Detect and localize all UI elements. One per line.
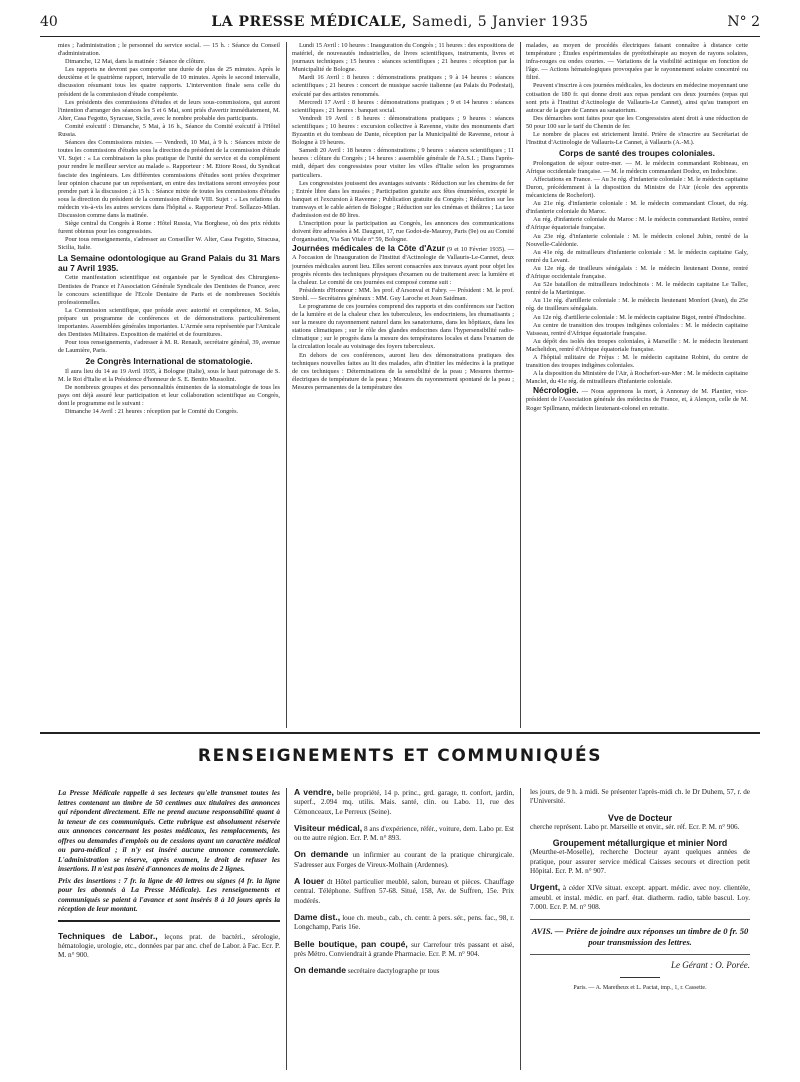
paragraph: Lundi 15 Avril : 10 heures : Inauguration du Congrès ; 11 heures : des expositions de matériel, de nouveautés industrielles, de livres scientifiques, instruments, livres et journaux techniques ; 15 heures : séances scientifiques ; 21 heures : réception par la Municipalité de Bologne. [292, 42, 514, 74]
section-heading: La Semaine odontologique au Grand Palais du 31 Mars au 7 Avril 1935. [58, 253, 280, 273]
paragraph: Les présidents des commissions d'études et de leurs sous-commissions, qui auront l'intention d'arranger des séances les 5 et 6 Mai, sont priés d'avertir immédiatement, M. Alter, Casa Fegotto, Syracuse, Sicile, avec le nombre probable des participants. [58, 98, 280, 122]
article-column-2 [292, 42, 514, 728]
divider [58, 920, 280, 922]
ads-column-2 [294, 788, 514, 1073]
paragraph: Affectations en France. — Au 3e rég. d'infanterie coloniale : M. le médecin capitaine Duron, précédemment à la disposition du Ministre de l'Air (école des apprentis mécaniciens de Rochefort). [526, 175, 748, 200]
section-heading: Nécrologie. [533, 385, 579, 396]
ad-text: sur Carrefour très passant et aisé, près Métro. Conviendrait à grande Pharmacie. Ecr. P. M. n° 904. [294, 940, 514, 958]
paragraph: Mercredi 17 Avril : 8 heures : démonstrations pratiques ; 9 et 14 heures : séances scientifiques ; 21 heures : banquet social. [292, 98, 514, 114]
classified-ad [530, 814, 750, 833]
divider [620, 977, 660, 978]
ad-heading: Vve de Docteur [607, 812, 673, 823]
running-header [40, 12, 760, 34]
paragraph: Dimanche, 12 Mai, dans la matinée : Séance de clôture. [65, 58, 206, 66]
paragraph: malades, au moyen de procédés électriques faisant connaître à distance cette température ; Études expérimentales de pyrétothérapie au moyen de rayons solaires, infra-rouges ou ondes courtes. — Variations de la visibilité actinique en fonction de l'âge. — Actions hématologiques provoquées par le rayonnement solaire concentré ou filtré. [526, 42, 748, 82]
paragraph: Les congressistes jouissent des avantages suivants : Réduction sur les chemins de fer ; Entrée libre dans les musées ; Participation gratuite aux fêtes énumérées, excepté le banquet et l'excursion à Ravenne ; Publication gratuite du Congrès ; Réduction sur les tramways et le cable aérien de Bologne ; Réduction sur les cinémas et théâtres ; La taxe d'admission est de 80 lires. [292, 179, 514, 219]
article-column-3 [526, 42, 748, 728]
column-divider [520, 42, 521, 728]
ad-text: belle propriété, 14 p. princ., grd. garage, tt. confort, jardin, superf., 2.094 mq. utilis. Mais. santé, clin. ou Labo. 11, rue des Cémonceaux, Le Perreux (Seine). [294, 789, 514, 816]
paragraph: Présidents d'Honneur : MM. les prof. d'Arsonval et Fabry. — Président : M. le prof. Strohl. — Secrétaires généraux : MM. Guy Laroche et Jean Saidman. [292, 286, 514, 302]
ad-text: dt Hôtel particulier meublé, salon, bureau et pièces. Chauffage central. Téléphone. Suffren 57-68. Situé, 158, Av. de Suffren, 15e. Prix modérés. [294, 878, 514, 905]
rubric-notice: La Presse Médicale rappelle à ses lecteurs qu'elle transmet toutes les lettres contenant un timbre de 50 centimes aux titulaires des annonces qui répondent directement. Elle ne prend aucune responsabilité quant à la teneur de ces communiqués. Cette rubrique est absolument réservée aux annonces concernant les postes médicaux, les remplacements, les offres ou demandes d'emplois ou de cessions ayant un caractère médical ou para-médical ; il n'y est inséré aucune annonce commerciale. L'administration se réserve, après examen, le droit de refuser les insertions. Il n'est pas inséré d'annonces de moins de 2 lignes. [58, 788, 280, 873]
paragraph: La Commission scientifique, que préside avec autorité et compétence, M. Solas, prépare un programme de conférences et de démonstrations particulièrement importantes. Assemblées générales importantes. L'Armée sera représentée par l'Amicale des Dentistes Militaires. Exposition de matériel et de fournitures. [58, 306, 280, 339]
section-banner: RENSEIGNEMENTS ET COMMUNIQUÉS [197, 746, 603, 766]
journal-title: LA PRESSE MÉDICALE, [211, 14, 408, 30]
paragraph-with-heading [292, 244, 514, 286]
classified-ad [294, 850, 514, 870]
paragraph: Peuvent s'inscrire à ces journées médicales, les docteurs en médecine moyennant une cotisation de 180 fr. qui donne droit aux repas pendant ces deux journées (repas qui sont pris à l'Institut d'Actinologie de Vallauris-Le Cannet), ainsi qu'au transport en autocar de la gare de Cannes au sanatorium. [526, 82, 748, 114]
paragraph: Pour tous renseignements, s'adresser au Conseiller W. Alter, Casa Fegotto, Siracusa, Sicilia, Italie. [58, 236, 280, 252]
paragraph: Comité exécutif : Dimanche, 5 Mai, à 16 h., Séance du Comité exécutif à l'Hôtel Russia. [58, 122, 280, 139]
paragraph: Vendredi 19 Avril : 8 heures : démonstrations pratiques ; 9 heures : séances scientifiques ; 10 heures : excursion collective à Ravenne, visite des monuments d'art Byzantin et du tombeau de Dante, réception par la Municipalité de Ravenne, retour à Bologne à 19 heures. [292, 114, 514, 147]
paragraph: Des démarches sont faites pour que les Congressistes aient droit à une réduction de 50 pour 100 sur le tarif du Chemin de fer. [526, 114, 748, 130]
ad-text: secrétaire dactylographe pr tous [347, 967, 440, 976]
classified-ad [294, 824, 514, 844]
paragraph: Samedi 20 Avril : 18 heures : démonstrations ; 9 heures : séances scientifiques ; 11 heures : clôture du Congrès ; 14 heures : assemblée générale de l'A.S.I. ; Dans l'après-midi, départ des congressistes pour visiter les villes d'Italie selon les programmes particuliers. [292, 147, 514, 179]
paragraph: Au 52e bataillon de mitrailleurs indochinois : M. le médecin capitaine Le Tallec, rentré de la Martinique. [526, 281, 748, 297]
paragraph-text: — Nous apprenons la mort, à Annonay de M. Plantier, vice-président de l'Association générale des médecins de France, et, à Alençon, celle de M. Roger Spillmann, médecin lieutenant-colonel en retraite. [526, 388, 748, 412]
classified-ad [530, 883, 750, 912]
paragraph: A l'hôpital militaire de Fréjus : M. le médecin capitaine Robini, du centre de transition des troupes indigènes coloniales. [526, 353, 748, 370]
paragraph-with-heading [526, 386, 748, 412]
paragraph: En dehors de ces conférences, auront lieu des démonstrations pratiques des techniques nouvelles faites au lit des malades, afin d'initier les médecins à la pratique de ces techniques : Déterminations de la sensibilité de la peau ; Mesures thermo-électriques de température de la peau ; Mesures du rayonnement spontané de la peau ; Mesures permanentes de la température des [292, 351, 514, 391]
header-rule [40, 36, 760, 37]
article-column-1 [58, 42, 280, 728]
paragraph: Au 23e rég. d'infanterie coloniale : M. le médecin colonel Jubin, rentré de la Nouvelle-Calédonie. [526, 232, 748, 248]
issue-number: N° 2 [727, 14, 760, 30]
ad-heading: Urgent, [530, 882, 561, 893]
page-number: 40 [40, 14, 58, 30]
section-heading: Journées médicales de la Côte d'Azur [292, 243, 445, 254]
section-rule [40, 732, 760, 734]
paragraph-text: (9 et 10 Février 1935). — A l'occasion de l'inauguration de l'Institut d'Actinologie de Vallauris-Le-Cannet, deux journées médicales auront lieu. Elles seront consacrées aux travaux ayant pour objet les progrès récents des techniques physiques d'examen ou de traitement avec la lumière et la chaleur. Le comité de ces journées est composé comme suit : [292, 246, 514, 286]
paragraph: Au 41e rég. de mitrailleurs d'infanterie coloniale : M. le médecin capitaine Galy, rentré du Levant. [526, 248, 748, 264]
paragraph: Le programme de ces journées comprend des rapports et des conférences sur l'action de la lumière et de la chaleur chez les tuberculeux, les endocriniens, les rhumatisants ; sur la mesure du rayonnement naturel dans les sanatoriums, dans les hôpitaux, dans les stations climatiques ; sur le rôle des glandes endocrines dans l'hypersensibilité radio-climatique ; sur le progrès dans la mesure des températures locales et dans l'examen de la circulation locale au voisinage des foyers tuberculeux. [292, 303, 514, 351]
ad-text: un infirmier au courant de la pratique chirurgicale. S'adresser aux Forges de Vireux-Molhain (Ardennes). [294, 851, 514, 869]
paragraph: Mardi 16 Avril : 8 heures : démonstrations pratiques ; 9 à 14 heures : séances scientifiques ; 21 heures : concert de musique sacrée italienne (au Palais du Podestat), exécuté par des artistes renommés. [292, 74, 514, 98]
classified-ad [294, 966, 514, 976]
divider [530, 954, 750, 955]
paragraph: Le nombre de places est strictement limité. Prière de s'inscrire au Secrétariat de l'Institut d'Actinologie de Vallauris-Le Cannet, à Vallauris (A.-M.). [526, 131, 748, 147]
ad-heading: Techniques de Labor., [58, 930, 158, 941]
ad-text: leçons prat. de bactéri., sérologie, hématologie, urologie, etc., données par par anc. chef de Labor. à Fac. Ecr. P. M. n° 900. [58, 932, 280, 960]
column-divider [286, 788, 287, 1070]
paragraph: Au centre de transition des troupes indigènes coloniales : M. le médecin capitaine Vaisseau, rentré d'Afrique équatoriale française. [526, 321, 748, 337]
classified-ad [58, 932, 280, 961]
paragraph: L'inscription pour la participation au Congrès, les annonces des communications doivent être adressées à M. Dauguet, 17, rue Godot-de-Mauroy, Paris (9e) ou au Comité d'organisation, Via San Vitale n° 59, Bologne. [292, 220, 514, 244]
ad-text: cherche représent. Labo pr. Marseille et envir., sér. réf. Ecr. P. M. n° 906. [530, 822, 740, 831]
paragraph: Dimanche 14 Avril : 21 heures : réception par le Comité du Congrès. [65, 408, 239, 416]
ad-text: 8 ans d'expérience, référ., voiture, dem. Labo pr. Est ou tte autre région. Ecr. P. M. n° 893. [294, 824, 514, 843]
paragraph: Les rapports ne devront pas comporter une durée de plus de 25 minutes. Après le deuxième et le quatrième rapport, intervalle de 10 minutes. Après le second intervalle, discussion résumant tous les quatre rapports. L'intervention finale sera celle du président de la commission d'étude compétente. [58, 66, 280, 98]
column-divider [286, 42, 287, 728]
paragraph: A la disposition du Ministère de l'Air, à Rochefort-sur-Mer : M. le médecin capitaine Manclet, du 41e rég. de mitrailleurs d'infanterie coloniale. [526, 370, 748, 386]
masthead [40, 14, 760, 30]
paragraph: Cette manifestation scientifique est organisée par le Syndicat des Chirurgiens-Dentistes de France et l'Association Générale Syndicale des Dentistes de France, avec le concours scientifique de l'Ecole Dentaire de Paris et de nombreuses Sociétés professionnelles. [58, 274, 280, 306]
paragraph: Prolongation de séjour outre-mer. — M. le médecin commandant Robineau, en Afrique occidentale française. — M. le médecin commandant Dodoz, en Indochine. [526, 159, 748, 175]
paragraph: Séances des Commissions mixtes. — Vendredi, 10 Mai, à 9 h. : Séances mixte de toutes les commissions d'études sous la direction du président de la commission d'étude VI. Sujet : « La combinaison la plus pratique de l'unité du service et du complément pour rendre le meilleur service au malade ». Rapporteur : M. Ettore Rossi, du Syndicat fasciste des ingénieurs. Les différentes commissions d'études sont priées d'exprimer leur opinion chacune par un représentant, en entre des invitations seront envoyées pour prendre part à la discussion ; à 15 h. : Séance mixte de toutes les commissions d'études sous la direction du président de la commission d'étude VIII. Sujet : « Les relations du médecin vis-à-vis les autres services dans l'hôpital ». Rapporteur Prof. Sollazzo-Milan. Discussion comme dans la matinée. [58, 139, 280, 219]
ad-heading: Groupement métallurgique et minier Nord [552, 838, 728, 849]
avis-notice: AVIS. — Prière de joindre aux réponses un timbre de 0 fr. 50 pour transmission des lettres. [531, 926, 749, 948]
ad-heading: A louer [294, 876, 325, 887]
ad-heading: Visiteur médical, [294, 822, 363, 833]
ad-heading: Dame dist., [294, 911, 341, 922]
ad-heading: On demande [294, 965, 347, 976]
paragraph: mies ; l'administration ; le personnel du service social. — 15 h. : Séance du Conseil d'administration. [58, 42, 280, 58]
paragraph: Pour tous renseignements, s'adresser à M. R. Renault, secrétaire général, 39, avenue de Laumière, Paris. [58, 339, 280, 355]
paragraph: Il aura lieu du 14 au 19 Avril 1935, à Bologne (Italie), sous le haut patronage de S. M. le Roi d'Italie et la Présidence d'honneur de S. E. Benito Mussolini. [58, 367, 280, 383]
ads-column-3 [530, 788, 750, 1073]
issue-date: Samedi, 5 Janvier 1935 [411, 14, 589, 30]
ad-heading: A vendre, [294, 788, 334, 797]
ad-heading: On demande [294, 849, 349, 860]
ad-heading: Belle boutique, pan coupé, [294, 938, 408, 949]
paragraph: Au 11e rég. d'artillerie coloniale : M. le médecin lieutenant Monfort (Jean), du 25e rég. de tirailleurs sénégalais. [526, 297, 748, 313]
paragraph: De nombreux groupes et des personnalités éminentes de la stomatologie de tous les pays ont déjà assuré leur participation et leur collaboration scientifique au Congrès, dont le programme est le suivant : [58, 384, 280, 408]
classified-ad [294, 913, 514, 933]
gerant-signature: Le Gérant : O. Porée. [671, 960, 750, 971]
insertion-prices: Prix des insertions : 7 fr. la ligne de 40 lettres ou signes (4 fr. la ligne pour les abonnés à La Presse Médicale). Les renseignements et communiqués se paient à l'avance et sont insérés 8 à 10 jours après la réception de leur montant. [58, 875, 280, 913]
paragraph: Au rég. d'infanterie coloniale du Maroc : M. le médecin commandant Retière, rentré d'Afrique équatoriale française. [526, 216, 748, 232]
paragraph: Au 12e rég. d'artillerie coloniale : M. le médecin capitaine Bigot, rentré d'Indochine. [533, 313, 746, 321]
classified-ad [294, 788, 514, 817]
classified-ad [530, 839, 750, 876]
classified-ad [294, 940, 514, 960]
paragraph: Au 12e rég. de tirailleurs sénégalais : M. le médecin lieutenant Donne, rentré d'Afrique occidentale française. [526, 264, 748, 281]
divider [530, 919, 750, 920]
section-heading: Corps de santé des troupes coloniales. [559, 148, 715, 159]
printer-imprint: Paris. — A. Maretheux et L. Pactat, imp., 1, r. Cassette. [573, 984, 707, 991]
ad-text: (Meurthe-et-Moselle), recherche Docteur ayant quelques années de pratique, pour assurer service médical Caisses secours et direction petit Hôpital. Ecr. P. M. n° 907. [530, 848, 750, 876]
classified-ad [294, 877, 514, 906]
ad-text: loue ch. meub., cab., ch. centr. à pers. sér., pens. fac., 98, r. Longchamp, Paris 16e. [294, 913, 514, 932]
ad-text: à céder XIVe situat. except. appart. médic. avec noy. clientèle, ameubl. et instal. médic. en parf. état. diatherm. radio, table bascul. Loy. 7.000. Ecr. P. M. n° 908. [530, 884, 750, 911]
section-heading: 2e Congrès International de stomatologie. [85, 356, 253, 367]
ad-continuation: les jours, de 9 h. à midi. Se présenter l'après-midi ch. le Dr Duhem, 57, r. de l'Université. [530, 788, 750, 806]
paragraph: Au dépôt des isolés des troupes coloniales, à Marseille : M. le médecin lieutenant Machelidon, rentré d'Afrique équatoriale française. [526, 337, 748, 353]
paragraph: Siège central du Congrès à Rome : Hôtel Russia, Via Borghese, où des prix réduits furent obtenus pour les congressistes. [58, 220, 280, 236]
column-divider [520, 788, 521, 1070]
paragraph: Au 21e rég. d'infanterie coloniale : M. le médecin commandant Clouet, du rég. d'infanterie coloniale du Maroc. [526, 200, 748, 216]
ads-column-1 [58, 788, 280, 1073]
